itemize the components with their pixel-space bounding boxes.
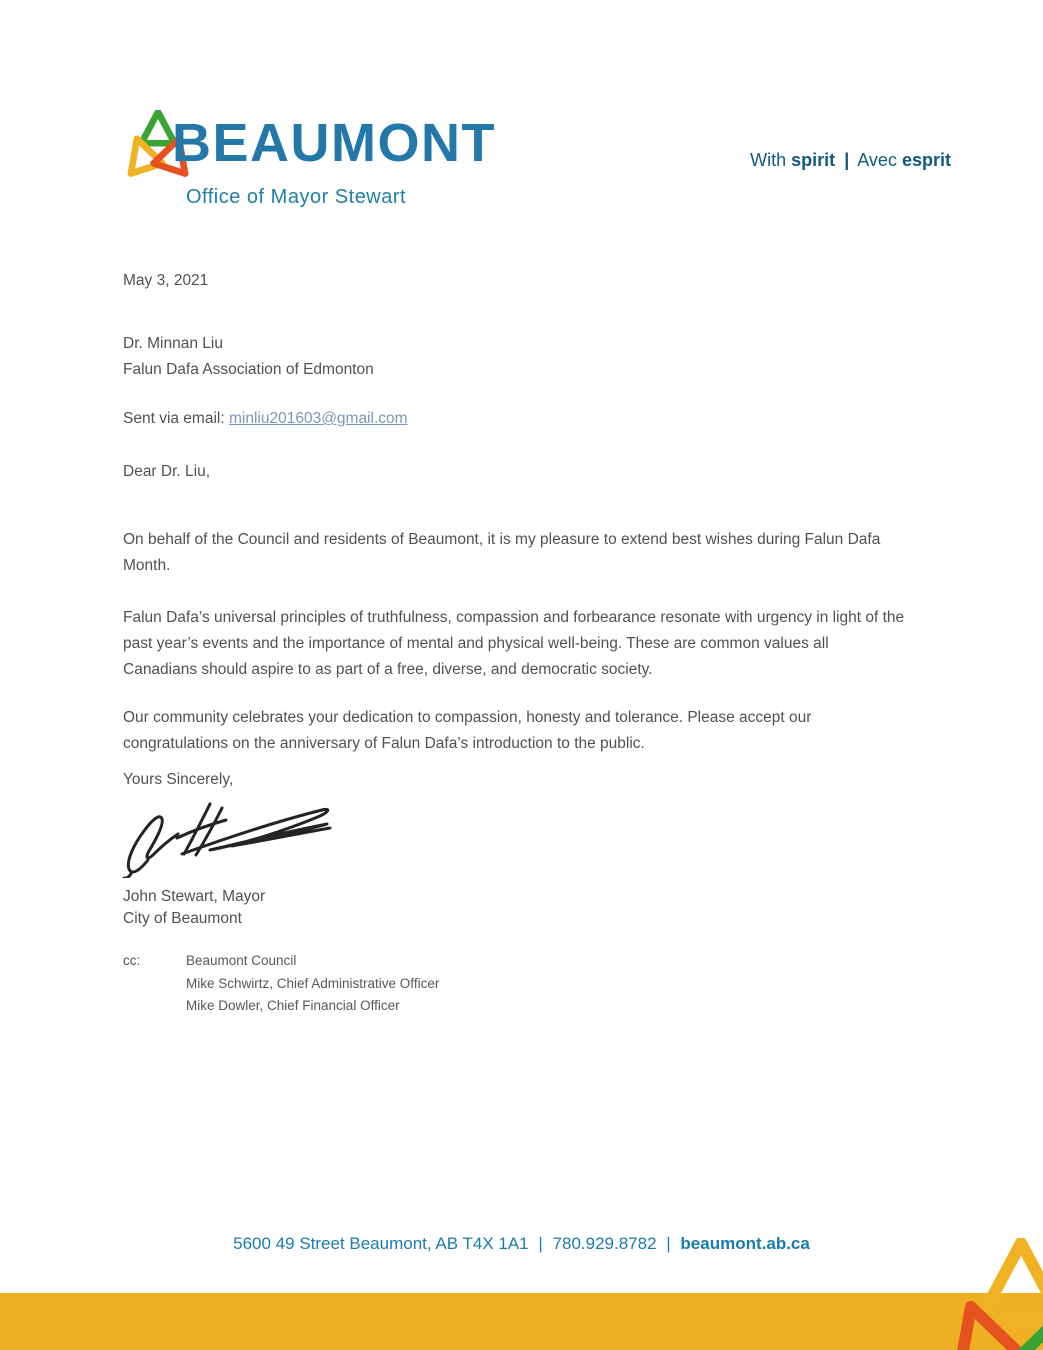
footer-website: beaumont.ab.ca — [680, 1234, 810, 1253]
recipient-name: Dr. Minnan Liu — [123, 335, 223, 352]
recipient-organization: Falun Dafa Association of Edmonton — [123, 361, 374, 378]
tagline-esprit: esprit — [901, 150, 951, 170]
signature-image — [122, 798, 334, 878]
tagline-with: With — [750, 150, 787, 170]
body-paragraph-2: Falun Dafa’s universal principles of truthfulness, compassion and forbearance resonate with urgency in light of the past year’s events and the importance of mental and physical well-being. These are common values all Canadians should aspire to as part of a free, diverse, and democratic society. — [123, 608, 905, 678]
cc-item: Mike Schwirtz, Chief Administrative Officer — [186, 975, 440, 991]
cc-list — [186, 950, 439, 1018]
cc-block — [123, 950, 439, 1018]
salutation: Dear Dr. Liu, — [123, 463, 211, 480]
footer-address: 5600 49 Street Beaumont, AB T4X 1A1 — [233, 1234, 529, 1253]
footer-phone: 780.929.8782 — [552, 1234, 657, 1253]
body-paragraph-1: On behalf of the Council and residents of Beaumont, it is my pleasure to extend best wishes during Falun Dafa Month. — [123, 530, 881, 574]
signer-organization: City of Beaumont — [123, 910, 242, 927]
footer-separator: | — [538, 1234, 543, 1253]
cc-item: Mike Dowler, Chief Financial Officer — [186, 998, 400, 1013]
letter-date: May 3, 2021 — [123, 272, 209, 289]
brand-tagline — [750, 150, 951, 171]
office-subtitle: Office of Mayor Stewart — [186, 186, 407, 208]
footer-contact-line — [0, 1234, 1043, 1254]
body-paragraph-3: Our community celebrates your dedication to compassion, honesty and tolerance. Please accept our congratulations on the anniversary of Falun Dafa’s introduction to the public. — [123, 708, 812, 752]
footer-color-bar — [0, 1293, 1043, 1350]
tagline-separator: | — [844, 150, 850, 170]
sent-via-label: Sent via email: — [123, 410, 225, 427]
footer-separator: | — [666, 1234, 671, 1253]
tagline-avec: Avec — [857, 150, 897, 170]
recipient-email-link[interactable]: minliu201603@gmail.com — [228, 410, 408, 427]
signer-name-title: John Stewart, Mayor — [123, 888, 266, 905]
sent-via-line — [123, 406, 408, 432]
tagline-spirit: spirit — [791, 150, 836, 170]
beaumont-logo-corner-icon — [926, 1238, 1043, 1350]
cc-label: cc: — [123, 953, 141, 968]
cc-item: Beaumont Council — [186, 953, 297, 968]
closing-line: Yours Sincerely, — [123, 771, 234, 788]
brand-wordmark: BEAUMONT — [172, 113, 496, 173]
